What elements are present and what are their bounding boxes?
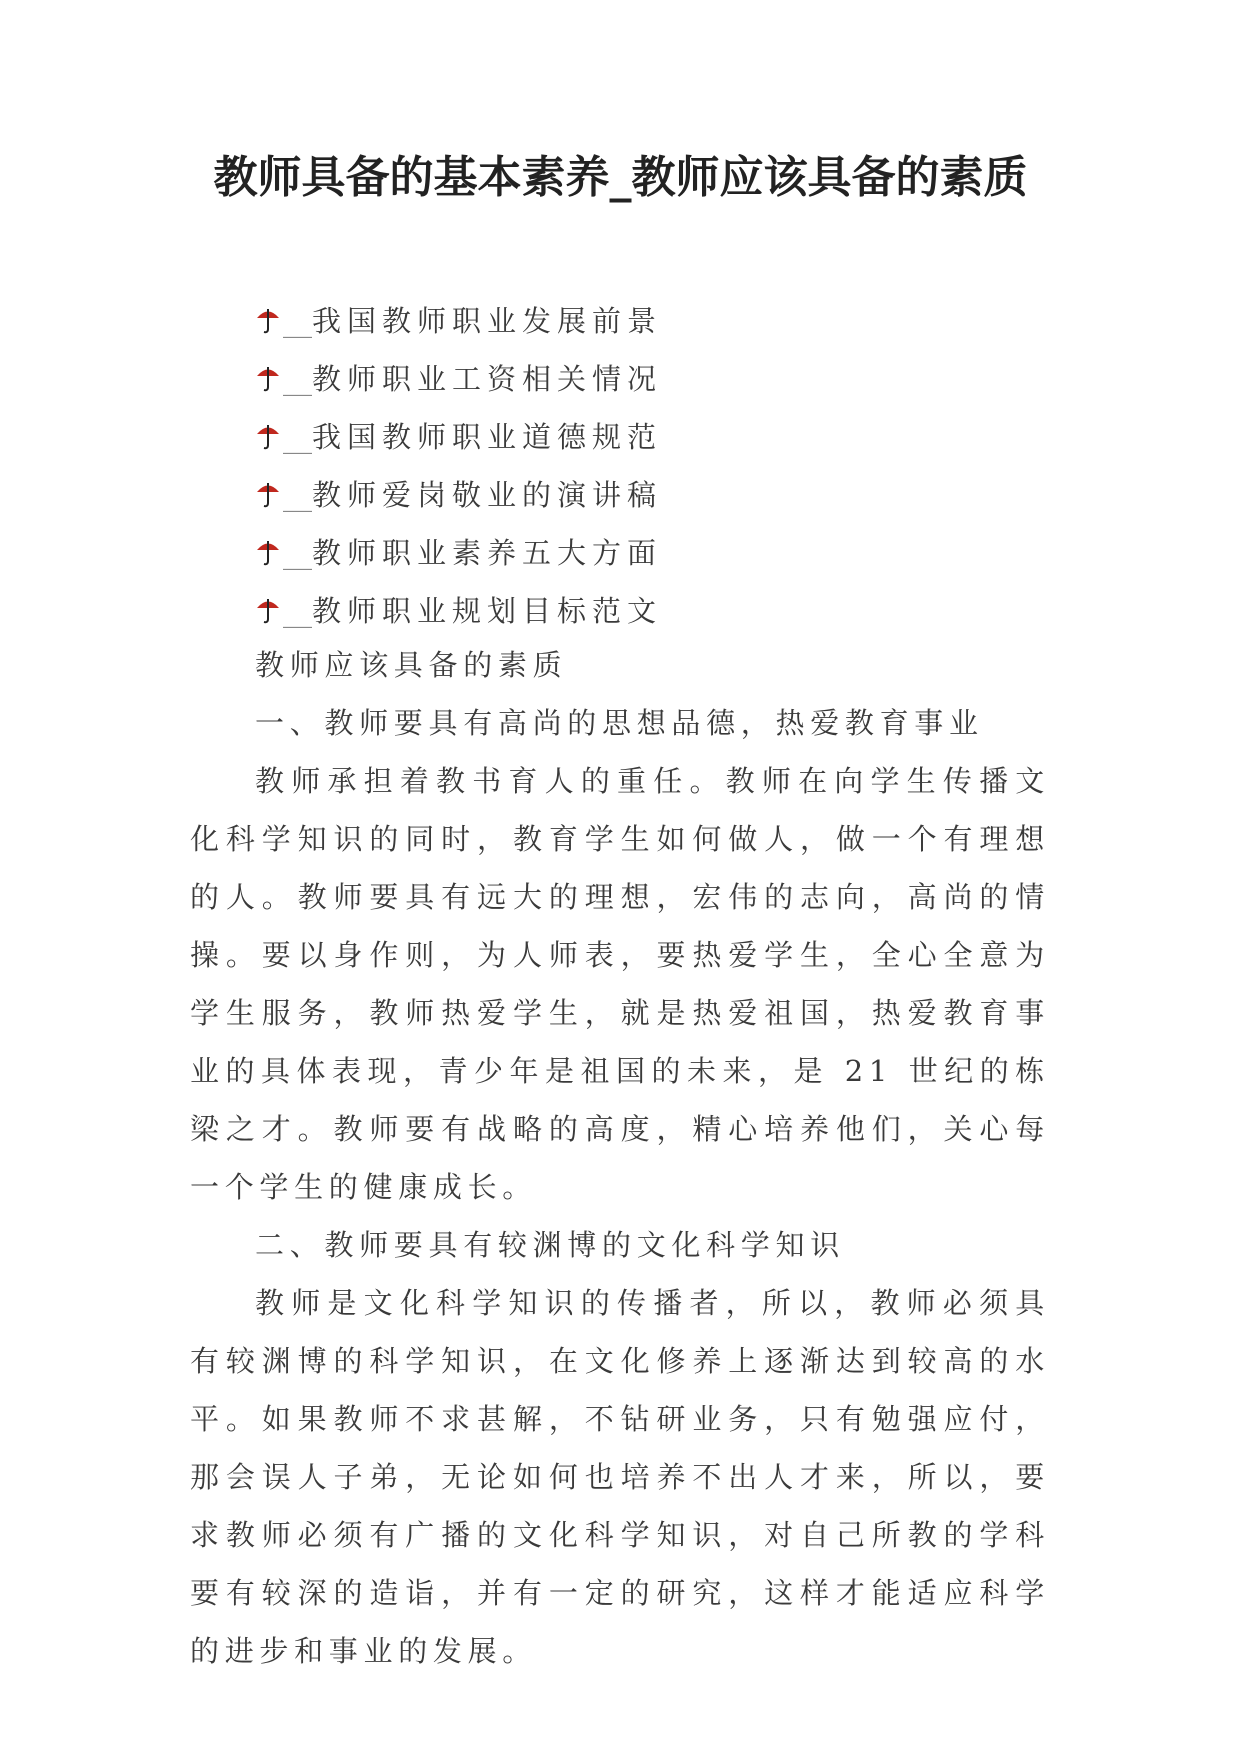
related-link[interactable] xyxy=(255,524,662,582)
link-prefix: __ xyxy=(283,478,312,512)
umbrella-icon xyxy=(255,479,281,509)
document-title: 教师具备的基本素养_教师应该具备的素质 xyxy=(213,152,1028,203)
link-text: 教师职业工资相关情况 xyxy=(312,362,663,396)
related-link[interactable] xyxy=(255,408,662,466)
related-link[interactable] xyxy=(255,582,662,640)
umbrella-icon xyxy=(255,595,281,625)
paragraph-1: 教师承担着教书育人的重任。教师在向学生传播文化科学知识的同时，教育学生如何做人，做一个有理想的人。教师要具有远大的理想，宏伟的志向，高尚的情操。要以身作则，为人师表，要热爱学生，全心全意为学生服务，教师热爱学生，就是热爱祖国，热爱教育事业的具体表现，青少年是祖国的未来，是 21 世纪的栋梁之才。教师要有战略的高度，精心培养他们，关心每一个学生的健康成长。 xyxy=(190,764,1050,1204)
related-links-list xyxy=(255,292,662,640)
umbrella-icon xyxy=(255,305,281,335)
link-text: 我国教师职业发展前景 xyxy=(312,304,663,338)
related-link[interactable] xyxy=(255,292,662,350)
paragraph-2: 教师是文化科学知识的传播者，所以，教师必须具有较渊博的科学知识，在文化修养上逐渐达到较高的水平。如果教师不求甚解，不钻研业务，只有勉强应付，那会误人子弟，无论如何也培养不出人才来，所以，要求教师必须有广播的文化科学知识，对自己所教的学科要有较深的造诣，并有一定的研究，这样才能适应科学的进步和事业的发展。 xyxy=(190,1286,1050,1668)
link-prefix: __ xyxy=(283,536,312,570)
umbrella-icon xyxy=(255,421,281,451)
link-prefix: __ xyxy=(283,594,312,628)
link-prefix: __ xyxy=(283,362,312,396)
link-text: 教师职业素养五大方面 xyxy=(312,536,663,570)
link-text: 教师职业规划目标范文 xyxy=(312,594,663,628)
link-text: 教师爱岗敬业的演讲稿 xyxy=(312,478,663,512)
article-body xyxy=(190,636,1050,1680)
section-heading-1: 一、教师要具有高尚的思想品德，热爱教育事业 xyxy=(255,706,984,740)
related-link[interactable] xyxy=(255,350,662,408)
link-prefix: __ xyxy=(283,304,312,338)
link-text: 我国教师职业道德规范 xyxy=(312,420,663,454)
umbrella-icon xyxy=(255,363,281,393)
section-heading-2: 二、教师要具有较渊博的文化科学知识 xyxy=(255,1228,845,1262)
related-link[interactable] xyxy=(255,466,662,524)
section-title: 教师应该具备的素质 xyxy=(255,648,568,682)
link-prefix: __ xyxy=(283,420,312,454)
umbrella-icon xyxy=(255,537,281,567)
